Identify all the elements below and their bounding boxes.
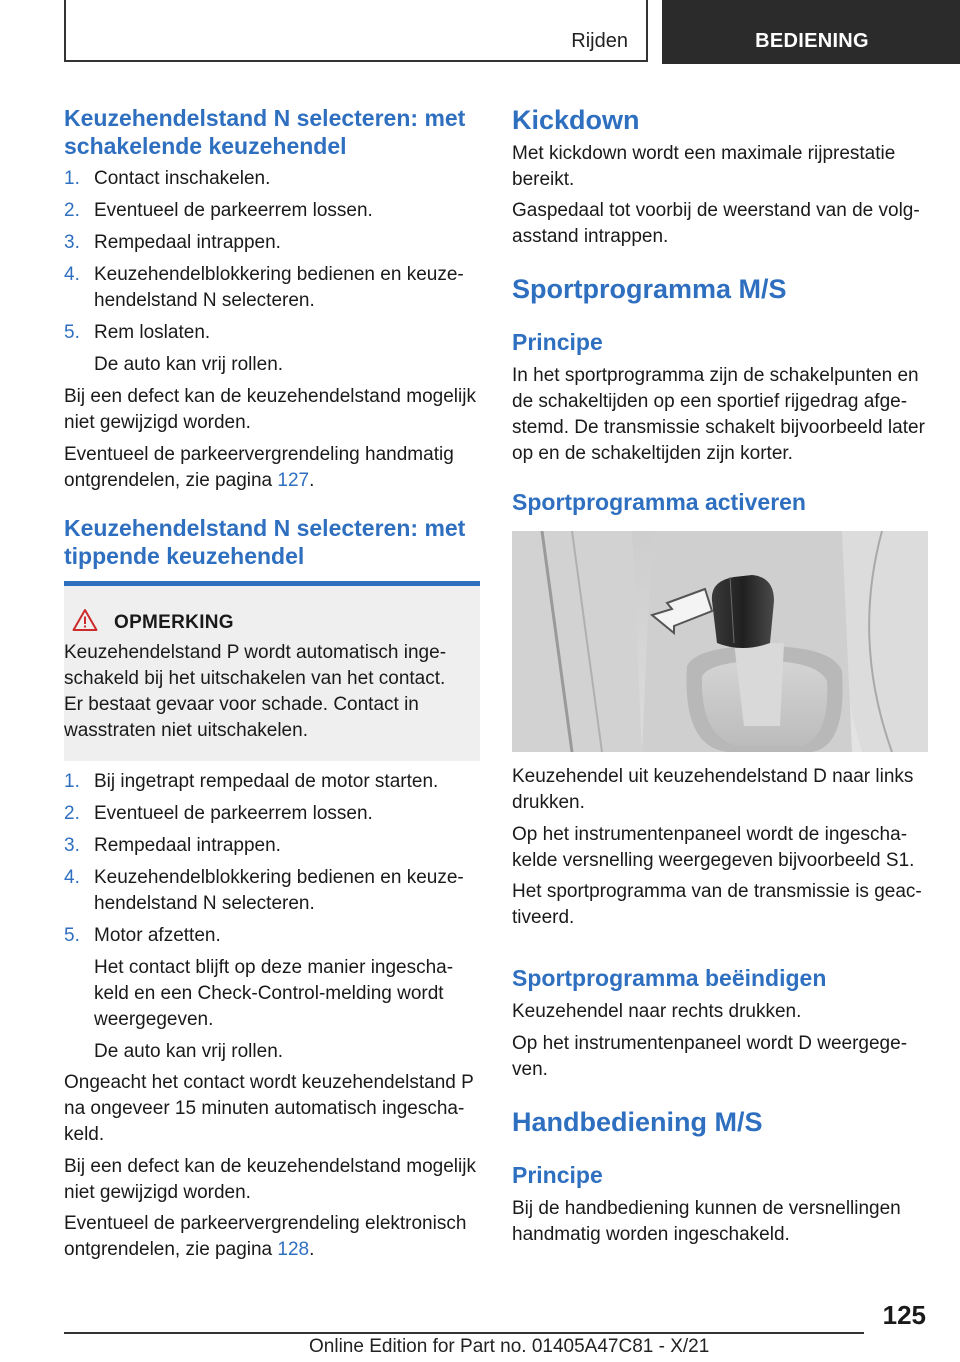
paragraph: Bij een defect kan de keuzehendelstand mogelijk niet gewijzigd worden. bbox=[64, 1156, 476, 1203]
heading-manual: Handbediening M/S bbox=[512, 1107, 763, 1137]
paragraph: Bij een defect kan de keuzehendelstand mogelijk niet gewijzigd worden. bbox=[64, 386, 476, 433]
paragraph: Op het instrumentenpaneel wordt de ingeschakelde versnelling weergegeven bijvoorbeeld S1. bbox=[512, 824, 915, 871]
heading-kickdown: Kickdown bbox=[512, 105, 640, 135]
list-item: 5. Rem loslaten. De auto kan vrij rollen. bbox=[64, 322, 284, 375]
page-link-128[interactable]: 128 bbox=[277, 1239, 310, 1260]
steps-list-1 bbox=[64, 166, 480, 378]
paragraph: Eventueel de parkeervergrendeling handmatig ontgrendelen, zie pagina 127. bbox=[64, 444, 454, 491]
gear-selector-illustration bbox=[512, 531, 928, 752]
list-item: 3. Rempedaal intrappen. bbox=[64, 232, 281, 253]
heading-activate: Sportprogramma activeren bbox=[512, 489, 806, 515]
header-chapter-label: BEDIENING bbox=[755, 30, 869, 52]
footer-divider bbox=[64, 1332, 864, 1334]
gear-selector-photo bbox=[512, 531, 928, 752]
heading-neutral-shift: Keuzehendelstand N selecteren: met schakelende keuzehendel bbox=[64, 105, 466, 159]
heading-sport-program: Sportprogramma M/S bbox=[512, 274, 787, 304]
paragraph: Keuzehendel uit keuzehendelstand D naar links drukken. bbox=[512, 766, 914, 813]
list-item: 1. Bij ingetrapt rempedaal de motor starten. bbox=[64, 771, 439, 792]
paragraph: Het sportprogramma van de transmissie is geactiveerd. bbox=[512, 881, 922, 928]
heading-principle: Principe bbox=[512, 329, 603, 355]
warning-triangle-icon bbox=[72, 608, 98, 632]
steps-list-2 bbox=[64, 769, 480, 1065]
paragraph: Keuzehendel naar rechts drukken. bbox=[512, 1001, 802, 1022]
list-item: 3. Rempedaal intrappen. bbox=[64, 835, 281, 856]
header-frame bbox=[64, 0, 648, 62]
page-number: 125 bbox=[882, 1300, 926, 1330]
paragraph: Bij de handbediening kunnen de versnellingen handmatig worden ingeschakeld. bbox=[512, 1198, 901, 1245]
paragraph: Ongeacht het contact wordt keuzehendelstand P na ongeveer 15 minuten automatisch ingeschakeld. bbox=[64, 1072, 474, 1145]
list-item: 4. Keuzehendelblokkering bedienen en keuzehendelstand N selecteren. bbox=[64, 264, 464, 311]
footer-edition: Online Edition for Part no. 01405A47C81 - X/21 bbox=[309, 1336, 710, 1357]
header-chapter-tab bbox=[662, 0, 960, 64]
header-section-title: Rijden bbox=[571, 30, 628, 52]
note-text: Keuzehendelstand P wordt automatisch ingeschakeld bij het uitschakelen van het contact. Er bestaat gevaar voor schade. Contact in wasstraten niet uitschakelen. bbox=[64, 642, 447, 741]
heading-end: Sportprogramma beëindigen bbox=[512, 965, 827, 991]
note-box bbox=[64, 581, 480, 761]
paragraph: Op het instrumentenpaneel wordt D weergegeven. bbox=[512, 1033, 908, 1080]
paragraph: In het sportprogramma zijn de schakelpunten en de schakeltijden op een sportief rijgedrag afgestemd. De transmissie schakelt bijvoorbeeld later op en de schakeltijden zijn korter. bbox=[512, 365, 925, 464]
list-item: 2. Eventueel de parkeerrem lossen. bbox=[64, 803, 373, 824]
list-item: 5. Motor afzetten. Het contact blijft op deze manier ingeschakeld en een Check-Control-melding wordt weergegeven. De auto kan vrij rollen. bbox=[64, 925, 454, 1062]
page-link-127[interactable]: 127 bbox=[277, 470, 310, 491]
heading-principle: Principe bbox=[512, 1162, 603, 1188]
note-title: OPMERKING bbox=[114, 612, 234, 633]
paragraph: Met kickdown wordt een maximale rijprestatie bereikt. bbox=[512, 143, 896, 190]
list-item: 4. Keuzehendelblokkering bedienen en keuzehendelstand N selecteren. bbox=[64, 867, 464, 914]
list-item: 2. Eventueel de parkeerrem lossen. bbox=[64, 200, 373, 221]
list-item: 1. Contact inschakelen. bbox=[64, 168, 271, 189]
heading-neutral-tip: Keuzehendelstand N selecteren: met tippende keuzehendel bbox=[64, 515, 466, 569]
paragraph: Eventueel de parkeervergrendeling elektronisch ontgrendelen, zie pagina 128. bbox=[64, 1213, 467, 1260]
paragraph: Gaspedaal tot voorbij de weerstand van de volgasstand intrappen. bbox=[512, 200, 920, 247]
